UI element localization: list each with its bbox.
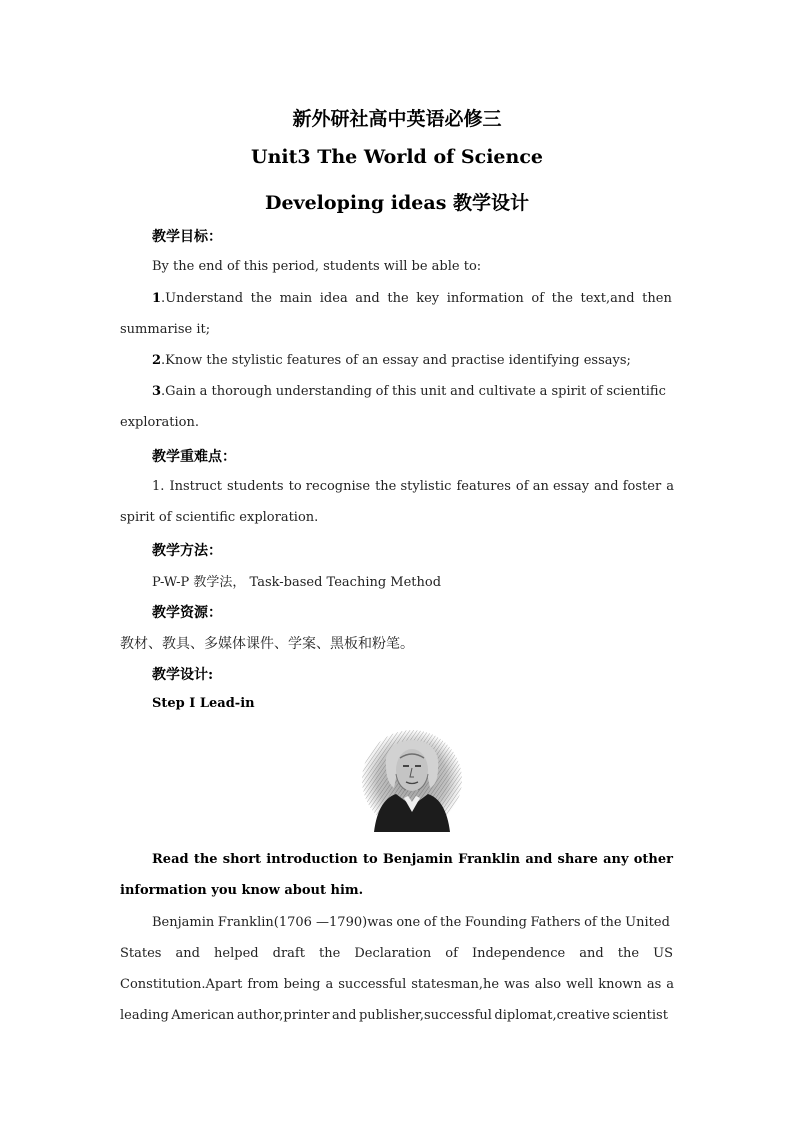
- methods-text: P-W-P 教学法， Task-based Teaching Method: [152, 575, 442, 590]
- doc-title-unit: Unit3 The World of Science: [251, 146, 543, 168]
- word: Independence: [471, 946, 566, 961]
- passage-line2: [120, 946, 673, 961]
- word: and: [175, 946, 200, 961]
- word: of: [375, 384, 389, 399]
- resources-heading: 教学资源：: [152, 605, 222, 621]
- word: States: [120, 946, 162, 961]
- word: Instruct: [169, 479, 222, 494]
- objective-number: 1: [152, 291, 162, 306]
- word: author,printer: [236, 1008, 330, 1023]
- design-heading: 教学设计:: [152, 667, 214, 683]
- word: to recognise: [288, 479, 371, 494]
- word: the: [387, 291, 409, 306]
- word: information: [446, 291, 524, 306]
- word: a thorough: [199, 384, 273, 399]
- word: .Understand: [161, 291, 244, 306]
- word: the: [617, 946, 640, 961]
- objective-3-line2: exploration.: [120, 415, 200, 430]
- objectives-intro: By the end of this period, students will be able to:: [152, 259, 482, 274]
- word: Benjamin: [382, 852, 453, 867]
- word: helped: [214, 946, 259, 961]
- word: the: [193, 852, 218, 867]
- word: idea: [319, 291, 348, 306]
- word: Fathers: [530, 915, 581, 930]
- word: US: [653, 946, 673, 961]
- word: text,and: [580, 291, 635, 306]
- word: this: [392, 384, 417, 399]
- word: the: [600, 915, 622, 930]
- word: a: [666, 479, 674, 494]
- word: and cultivate: [450, 384, 536, 399]
- word: and: [579, 946, 604, 961]
- word: also: [534, 977, 562, 992]
- word: statesman,he: [411, 977, 500, 992]
- objective-number: 3: [152, 384, 162, 399]
- word: key: [416, 291, 440, 306]
- passage-line3: [120, 977, 674, 992]
- key-points-line2: spirit of scientific exploration.: [120, 510, 319, 525]
- word: Read: [152, 852, 189, 867]
- word: and foster: [594, 479, 662, 494]
- word: the: [319, 946, 341, 961]
- word: a spirit: [539, 384, 587, 399]
- word: any: [603, 852, 629, 867]
- key-points-heading: 教学重难点：: [152, 449, 236, 465]
- word: 1.: [152, 479, 165, 494]
- word: the: [551, 291, 573, 306]
- word: successful: [338, 977, 407, 992]
- passage-line1: [152, 915, 670, 930]
- resources-text: 教材、教具、多媒体课件、学案、黑板和粉笔。: [120, 636, 414, 652]
- word: of: [423, 915, 437, 930]
- benjamin-franklin-portrait: [360, 728, 464, 832]
- word: scientific: [606, 384, 666, 399]
- word: share: [557, 852, 598, 867]
- word: was: [504, 977, 530, 992]
- word: a: [325, 977, 334, 992]
- word: then: [642, 291, 672, 306]
- objective-3-text: [152, 384, 196, 399]
- word: features: [456, 479, 511, 494]
- objective-3-line1: [152, 384, 666, 399]
- word: well: [566, 977, 594, 992]
- word: Franklin: [458, 852, 521, 867]
- word: as: [646, 977, 662, 992]
- word: of: [445, 946, 458, 961]
- word: the: [439, 915, 462, 930]
- word: Declaration: [354, 946, 432, 961]
- word: one: [396, 915, 421, 930]
- objective-1-line2: summarise it;: [120, 322, 211, 337]
- word: and: [355, 291, 380, 306]
- word: of: [584, 915, 597, 930]
- word: main: [279, 291, 313, 306]
- doc-title-lesson: Developing ideas 教学设计: [264, 192, 529, 214]
- word: leading: [120, 1008, 169, 1023]
- word: students: [227, 479, 284, 494]
- word: and: [525, 852, 553, 867]
- objective-number: 2: [152, 353, 162, 368]
- word: unit: [420, 384, 447, 399]
- task-line1: [152, 852, 673, 867]
- passage-line4: [120, 1008, 668, 1023]
- word: Franklin(1706 —1790)was: [217, 915, 393, 930]
- word: other: [633, 852, 673, 867]
- word: Benjamin: [152, 915, 215, 930]
- word: Constitution.Apart: [120, 977, 243, 992]
- word: being: [283, 977, 321, 992]
- objective-1-text: [152, 291, 243, 306]
- objective-2-text: .Know the stylistic features of an essay and practise identifying essays;: [161, 353, 631, 368]
- objective-2: [152, 353, 631, 368]
- task-line2: information you know about him.: [120, 883, 364, 898]
- word: the stylistic: [375, 479, 452, 494]
- word: and: [332, 1008, 357, 1023]
- step-heading: Step Ⅰ Lead-in: [152, 696, 255, 711]
- word: of an essay: [515, 479, 590, 494]
- methods-heading: 教学方法：: [152, 543, 222, 559]
- word: known: [598, 977, 642, 992]
- objectives-heading: 教学目标：: [152, 229, 222, 245]
- word: a: [666, 977, 674, 992]
- word: Founding: [464, 915, 527, 930]
- word: scientist: [612, 1008, 668, 1023]
- word: short: [222, 852, 262, 867]
- key-points-line1: [152, 479, 674, 494]
- word: diplomat,creative: [494, 1008, 610, 1023]
- doc-title-chinese: 新外研社高中英语必修三: [292, 108, 502, 130]
- word: introduction: [266, 852, 358, 867]
- word: of: [531, 291, 545, 306]
- word: the: [250, 291, 272, 306]
- word: from: [247, 977, 279, 992]
- word: .Gain: [161, 384, 196, 399]
- word: understanding: [275, 384, 372, 399]
- objective-1-line1: [152, 291, 672, 306]
- word: United: [625, 915, 670, 930]
- word: draft: [272, 946, 305, 961]
- word: of: [589, 384, 603, 399]
- word: to: [362, 852, 378, 867]
- word: publisher,successful: [358, 1008, 492, 1023]
- word: American: [171, 1008, 235, 1023]
